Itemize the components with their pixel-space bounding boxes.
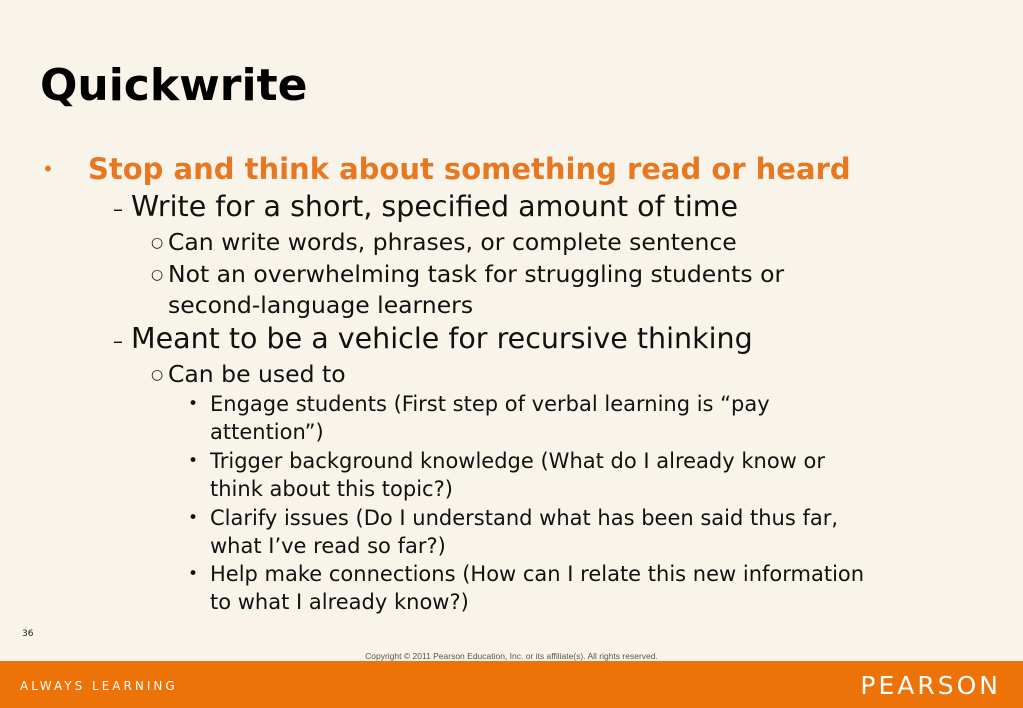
bullet-dot-icon: • xyxy=(188,451,199,471)
bullet-main xyxy=(42,152,851,186)
bullet-sub1-b-text: Not an overwhelming task for struggling students or xyxy=(168,260,785,288)
bullet-sub1-b-cont xyxy=(168,290,473,321)
list-item-cont xyxy=(210,588,469,616)
list-item-text: Engage students (First step of verbal learning is “pay xyxy=(210,392,770,416)
list-item-text: Trigger background knowledge (What do I already know or xyxy=(210,449,825,473)
bullet-sub2 xyxy=(113,322,753,356)
bullet-dot-icon: • xyxy=(188,564,199,584)
bullet-main-text: Stop and think about something read or heard xyxy=(88,152,851,186)
list-item xyxy=(188,560,865,588)
copyright-notice: Copyright © 2011 Pearson Education, Inc. or its affiliate(s). All rights reserved. xyxy=(365,651,658,661)
bullet-sub2-a xyxy=(151,359,346,390)
footer-bar xyxy=(0,661,1023,708)
bullet-sub1-b xyxy=(151,259,785,290)
list-item-text-cont: what I’ve read so far?) xyxy=(210,534,446,558)
bullet-sub1-a-text: Can write words, phrases, or complete sentence xyxy=(168,228,737,256)
pearson-logo: PEARSON xyxy=(860,671,1001,700)
list-item-cont xyxy=(210,532,446,560)
list-item-text: Clarify issues (Do I understand what has been said thus far, xyxy=(210,506,839,530)
list-item-text: Help make connections (How can I relate this new information xyxy=(210,562,865,586)
list-item-cont xyxy=(210,475,453,503)
bullet-dot-icon: • xyxy=(42,157,54,181)
bullet-sub1-a xyxy=(151,227,737,258)
bullet-dot-icon: • xyxy=(188,394,199,414)
dash-icon: – xyxy=(113,329,123,353)
page-number: 36 xyxy=(22,629,34,639)
bullet-dot-icon: • xyxy=(188,508,199,528)
slide-title: Quickwrite xyxy=(40,60,308,111)
list-item-cont xyxy=(210,418,324,446)
circle-bullet-icon: ○ xyxy=(151,267,164,283)
circle-bullet-icon: ○ xyxy=(151,367,164,383)
list-item-text-cont: to what I already know?) xyxy=(210,590,469,614)
list-item xyxy=(188,447,825,475)
bullet-sub1 xyxy=(113,190,739,224)
list-item-text-cont: attention”) xyxy=(210,420,324,444)
list-item xyxy=(188,390,770,418)
bullet-sub2-text: Meant to be a vehicle for recursive thinking xyxy=(131,322,753,355)
bullet-sub2-a-text: Can be used to xyxy=(168,360,346,388)
bullet-sub1-b-text-cont: second-language learners xyxy=(168,291,474,319)
list-item xyxy=(188,504,839,532)
dash-icon: – xyxy=(113,197,123,221)
bullet-sub1-text: Write for a short, specified amount of time xyxy=(131,190,739,223)
footer-tagline: ALWAYS LEARNING xyxy=(20,679,178,693)
list-item-text-cont: think about this topic?) xyxy=(210,477,453,501)
circle-bullet-icon: ○ xyxy=(151,235,164,251)
